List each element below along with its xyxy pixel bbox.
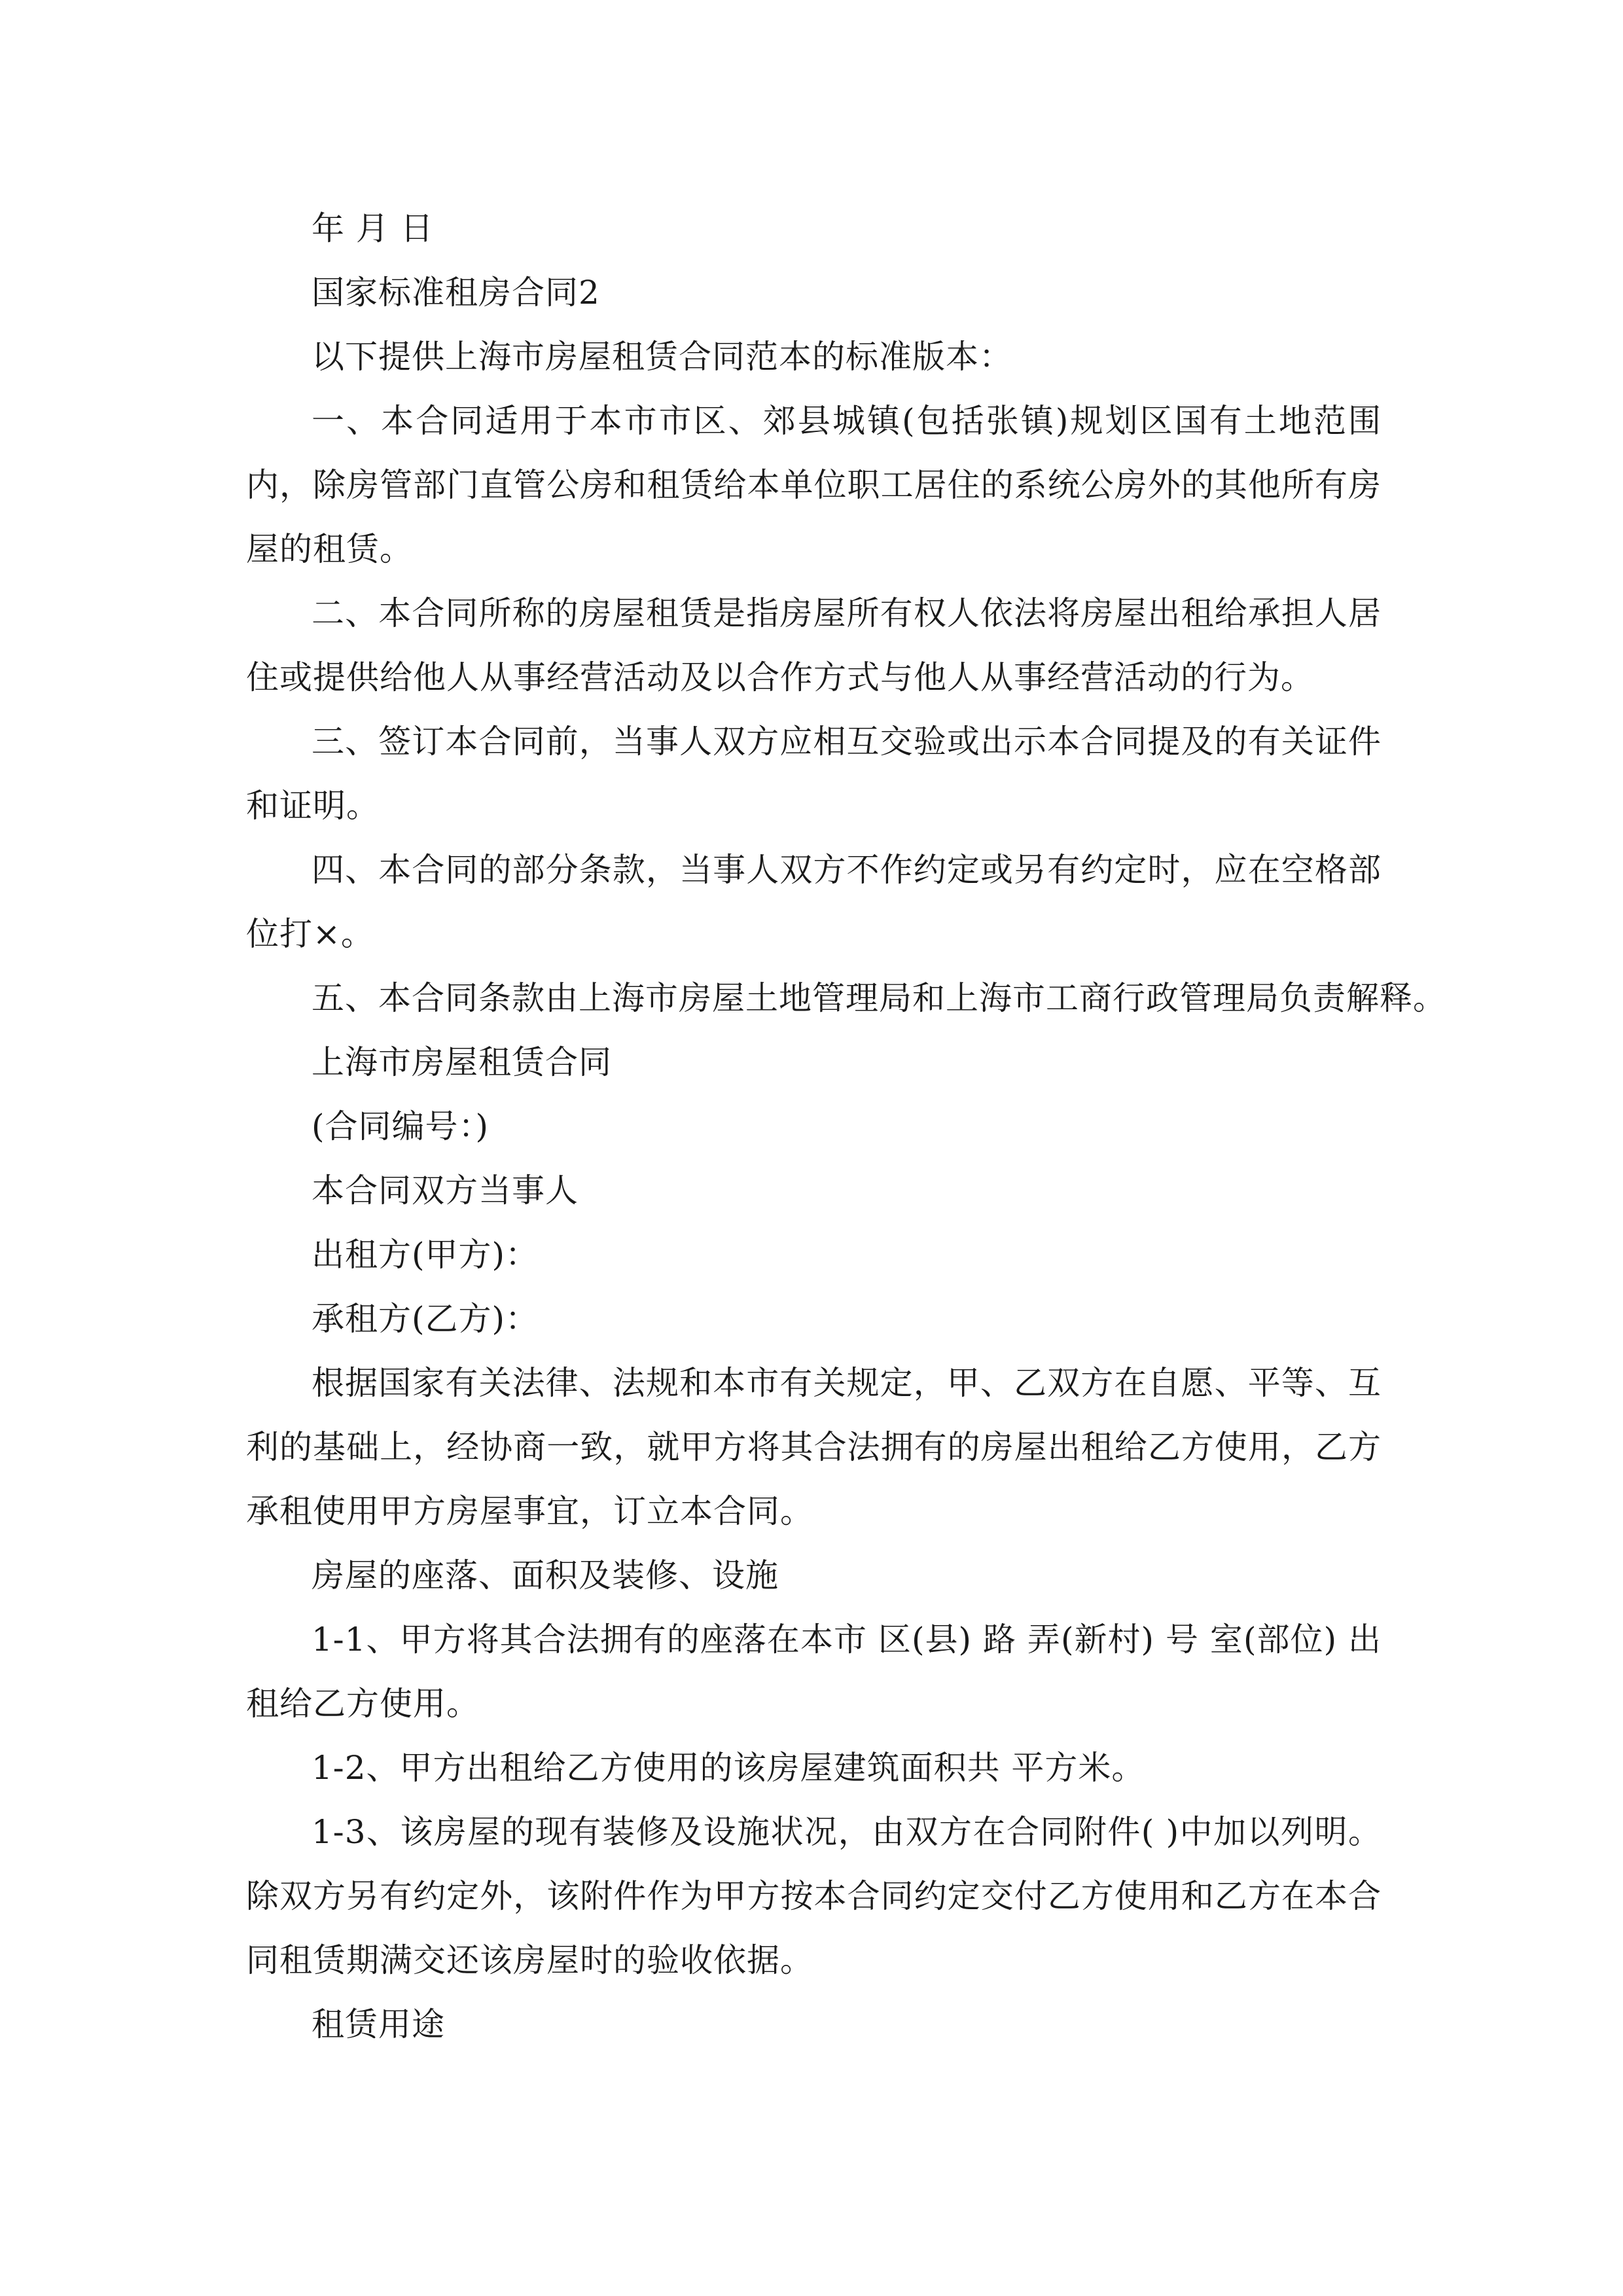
- parties-heading: 本合同双方当事人: [312, 1172, 579, 1210]
- lessee-field: 承租方(乙方)：: [312, 1300, 539, 1338]
- section-heading: 房屋的座落、面积及装修、设施: [312, 1556, 779, 1594]
- clause-paragraph: 五、本合同条款由上海市房屋土地管理局和上海市工商行政管理局负责解释。: [312, 979, 1446, 1017]
- lessor-field: 出租方(甲方)：: [312, 1236, 539, 1274]
- clause-paragraph: 1-2、甲方出租给乙方使用的该房屋建筑面积共 平方米。: [312, 1749, 1145, 1787]
- date-line: 年 月 日: [312, 209, 434, 247]
- document-title: 国家标准租房合同2: [312, 274, 600, 312]
- clause-paragraph: 1-1、甲方将其合法拥有的座落在本市 区(县) 路 弄(新村) 号 室(部位) 出租给乙方使用。: [246, 1621, 1382, 1723]
- preamble-paragraph: 根据国家有关法律、法规和本市有关规定，甲、乙双方在自愿、平等、互利的基础上，经协商一致，就甲方将其合法拥有的房屋出租给乙方使用，乙方承租使用甲方房屋事宜，订立本合同。: [246, 1364, 1382, 1530]
- clause-paragraph: 四、本合同的部分条款，当事人双方不作约定或另有约定时，应在空格部位打×。: [246, 851, 1382, 953]
- section-heading: 租赁用途: [312, 2005, 445, 2043]
- intro-paragraph: 以下提供上海市房屋租赁合同范本的标准版本：: [312, 338, 1012, 376]
- clause-paragraph: 1-3、该房屋的现有装修及设施状况，由双方在合同附件( )中加以列明。除双方另有约定外，该附件作为甲方按本合同约定交付乙方使用和乙方在本合同租赁期满交还该房屋时的验收依据。: [246, 1813, 1382, 1979]
- contract-heading: 上海市房屋租赁合同: [312, 1043, 612, 1081]
- clause-paragraph: 二、本合同所称的房屋租赁是指房屋所有权人依法将房屋出租给承担人居住或提供给他人从事经营活动及以合作方式与他人从事经营活动的行为。: [246, 594, 1382, 696]
- document-body: [246, 196, 1446, 2056]
- clause-paragraph: 一、本合同适用于本市市区、郊县城镇(包括张镇)规划区国有土地范围内，除房管部门直管公房和租赁给本单位职工居住的系统公房外的其他所有房屋的租赁。: [246, 402, 1382, 568]
- clause-paragraph: 三、签订本合同前，当事人双方应相互交验或出示本合同提及的有关证件和证明。: [246, 723, 1382, 825]
- contract-number: (合同编号：): [312, 1107, 490, 1145]
